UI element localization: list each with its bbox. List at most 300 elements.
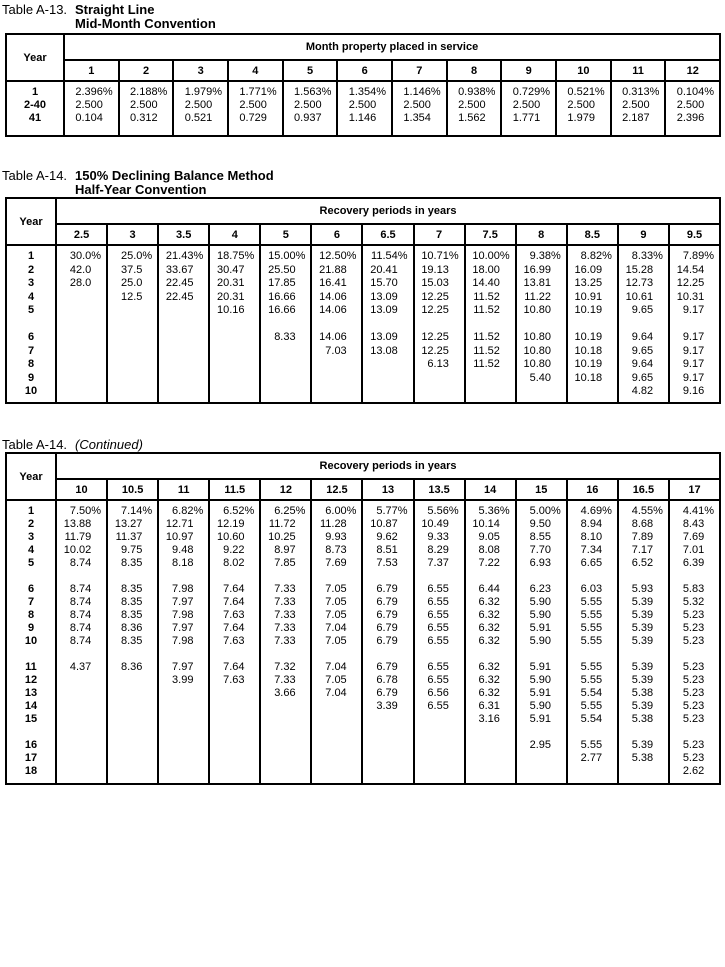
value-line — [57, 318, 106, 332]
value-line — [108, 345, 157, 359]
value-line: 11.52 — [473, 331, 500, 343]
table-frame — [5, 197, 721, 404]
value-line — [108, 687, 157, 700]
value-line: 7.01 — [682, 544, 705, 556]
value-line: 20.31 — [217, 277, 245, 289]
value-line — [363, 372, 412, 386]
year-label — [7, 648, 55, 661]
value-line — [568, 648, 617, 661]
value-line: 0.104 — [75, 112, 103, 124]
value-line: 12.25 — [676, 277, 705, 289]
column-header-cell: 10 — [555, 61, 610, 80]
value-line — [159, 687, 208, 700]
value-line — [57, 739, 106, 752]
value-line: 5.23 — [682, 609, 705, 621]
value-line: 10.14 — [472, 518, 500, 530]
data-column-cell — [106, 246, 157, 402]
data-column-cell — [65, 82, 118, 135]
value-line — [568, 385, 617, 399]
value-line — [261, 358, 310, 372]
value-line: 11.22 — [524, 290, 551, 303]
table-a13-label: Table A-13. — [2, 2, 68, 17]
value-line: 10.19 — [574, 304, 603, 316]
value-line — [312, 765, 361, 778]
value-line: 6.55 — [427, 583, 449, 595]
value-line — [568, 318, 617, 332]
value-line: 8.68 — [631, 518, 654, 530]
value-line: 8.33 — [274, 331, 296, 343]
value-line: 9.65 — [631, 371, 654, 384]
value-line — [517, 726, 566, 739]
value-line: 5.91 — [529, 687, 551, 699]
header-right-block — [65, 35, 719, 80]
column-header-cell: 2.5 — [73, 228, 90, 241]
table-frame — [5, 452, 721, 785]
value-line — [261, 700, 310, 713]
value-line: 10.60 — [217, 531, 245, 543]
value-line: 6.79 — [376, 596, 398, 608]
value-line — [312, 358, 361, 372]
value-line: 9.93 — [325, 531, 347, 543]
value-line: 5.55 — [580, 622, 603, 634]
value-line — [415, 752, 464, 765]
value-line: 9.64 — [631, 358, 654, 370]
value-line: 6.79 — [376, 687, 398, 699]
data-column-cell — [336, 82, 391, 135]
value-line — [159, 358, 208, 372]
value-line: 1.563% — [294, 86, 332, 98]
value-line — [159, 752, 208, 765]
value-line: 12.19 — [217, 518, 245, 530]
value-line — [363, 358, 412, 372]
value-line: 6.32 — [478, 622, 500, 634]
value-line: 14.06 — [319, 331, 347, 343]
value-line: 5.00% — [529, 505, 561, 517]
value-line: 10.80 — [523, 344, 551, 357]
value-line: 8.35 — [120, 596, 143, 608]
data-column-cell — [500, 82, 555, 135]
table-header-row — [7, 454, 719, 501]
value-line — [210, 752, 259, 765]
value-line: 6.55 — [427, 609, 449, 621]
table-body — [7, 501, 719, 783]
value-line: 0.313% — [622, 86, 660, 98]
year-label: 8 — [27, 358, 35, 370]
value-line: 5.54 — [580, 687, 603, 699]
value-line — [210, 372, 259, 386]
column-header-cell: 8 — [515, 225, 566, 244]
value-line — [57, 385, 106, 399]
value-line: 11.52 — [473, 290, 500, 303]
value-line — [312, 726, 361, 739]
value-line — [159, 765, 208, 778]
value-line — [57, 713, 106, 726]
value-line — [159, 700, 208, 713]
value-line: 8.73 — [325, 544, 347, 556]
value-line — [159, 648, 208, 661]
value-line — [108, 765, 157, 778]
column-headers-row — [57, 225, 719, 244]
value-line — [363, 726, 412, 739]
title-line: Mid-Month Convention — [75, 16, 216, 31]
value-line: 11.72 — [268, 518, 296, 530]
table-a14-title — [2, 169, 274, 197]
column-header-cell: 16 — [566, 480, 617, 499]
year-label: 6 — [27, 583, 35, 595]
value-line — [670, 570, 719, 583]
value-line — [466, 752, 515, 765]
value-line — [210, 570, 259, 583]
value-line — [466, 765, 515, 778]
value-line: 1.146 — [348, 112, 377, 124]
value-line: 10.71% — [421, 250, 459, 262]
value-line — [57, 700, 106, 713]
value-line: 2.500 — [130, 99, 158, 111]
value-line — [210, 765, 259, 778]
value-line: 1.354% — [348, 86, 387, 98]
value-line: 22.45 — [165, 290, 194, 303]
table-a14-continued-title — [2, 438, 143, 452]
value-line: 10.97 — [165, 531, 194, 543]
value-line: 2.396% — [75, 86, 113, 98]
value-line: 0.104% — [676, 86, 715, 98]
year-label: 6 — [27, 331, 35, 343]
value-line — [261, 752, 310, 765]
column-header-cell: 6 — [310, 225, 361, 244]
value-line: 5.36% — [478, 505, 510, 517]
data-column-cell — [610, 82, 665, 135]
value-line: 11.52 — [473, 304, 500, 316]
value-line: 3.16 — [478, 713, 500, 725]
value-line — [517, 318, 566, 332]
value-line: 11.52 — [473, 358, 500, 370]
value-line: 5.93 — [631, 583, 654, 595]
value-line — [210, 648, 259, 661]
value-line — [108, 726, 157, 739]
value-line: 19.13 — [421, 263, 449, 276]
value-line: 11.28 — [319, 518, 347, 530]
table-a14 — [5, 197, 721, 404]
value-line — [415, 713, 464, 726]
table-body — [7, 82, 719, 135]
year-label — [7, 570, 55, 583]
value-line — [57, 291, 106, 305]
value-line — [210, 345, 259, 359]
value-line: 1.354 — [403, 112, 431, 124]
value-line: 13.81 — [523, 277, 551, 289]
value-line — [57, 570, 106, 583]
value-line: 5.54 — [580, 713, 603, 725]
value-line: 5.56% — [427, 505, 459, 517]
value-line — [415, 385, 464, 399]
value-line — [312, 713, 361, 726]
value-line: 5.55 — [580, 596, 603, 608]
title-line: Half-Year Convention — [75, 182, 207, 197]
value-line: 6.65 — [580, 557, 603, 569]
value-line — [210, 385, 259, 399]
value-line — [57, 726, 106, 739]
value-line: 7.05 — [325, 674, 347, 686]
value-line — [619, 570, 668, 583]
column-header-cell: 12.5 — [310, 480, 361, 499]
value-line — [363, 648, 412, 661]
value-line: 5.55 — [580, 739, 603, 751]
data-column-cell — [282, 82, 337, 135]
value-line: 13.09 — [370, 290, 398, 303]
table-a14-continued — [5, 452, 721, 785]
value-line: 6.55 — [427, 596, 449, 608]
value-line: 5.55 — [580, 674, 603, 686]
column-header-cell: 3 — [172, 61, 227, 80]
year-label: 17 — [24, 752, 38, 764]
value-line: 7.04 — [325, 622, 347, 634]
value-line: 7.70 — [529, 544, 551, 556]
value-line: 17.85 — [268, 277, 296, 289]
value-line: 7.05 — [325, 635, 347, 647]
value-line: 5.91 — [529, 661, 551, 673]
value-line — [312, 700, 361, 713]
value-line: 5.38 — [631, 752, 654, 764]
data-column-cell — [361, 501, 412, 783]
value-line: 6.32 — [478, 596, 500, 608]
value-line: 6.78 — [376, 674, 398, 686]
value-line: 9.16 — [682, 385, 705, 397]
value-line: 8.35 — [120, 609, 143, 621]
value-line: 5.38 — [631, 687, 654, 699]
data-column-cell — [413, 501, 464, 783]
value-line — [210, 358, 259, 372]
value-line: 7.22 — [478, 557, 500, 569]
value-line — [619, 318, 668, 332]
value-line: 6.93 — [529, 557, 551, 569]
value-line: 2.500 — [239, 99, 267, 111]
value-line: 6.79 — [376, 583, 398, 595]
value-line: 2.500 — [512, 99, 541, 111]
value-line: 7.33 — [274, 596, 296, 608]
value-line — [312, 752, 361, 765]
value-line — [415, 570, 464, 583]
value-line: 42.0 — [69, 263, 92, 276]
value-line: 16.41 — [319, 277, 347, 289]
value-line: 7.64 — [223, 596, 245, 608]
value-line: 7.97 — [172, 661, 194, 673]
value-line — [466, 570, 515, 583]
value-line — [210, 331, 259, 345]
year-label: 18 — [24, 765, 38, 777]
value-line: 7.89 — [631, 531, 654, 543]
value-line: 25.0 — [120, 277, 143, 289]
value-line: 8.51 — [376, 544, 398, 556]
value-line — [568, 765, 617, 778]
value-line: 1.771% — [239, 86, 277, 98]
value-line — [517, 385, 566, 399]
title-line: Straight Line — [75, 2, 155, 17]
value-line — [210, 318, 259, 332]
value-line: 1.979 — [567, 112, 595, 124]
value-line: 16.66 — [268, 290, 296, 303]
year-header-cell: Year — [7, 454, 57, 499]
value-line: 7.33 — [274, 635, 296, 647]
value-line — [108, 385, 157, 399]
value-line — [619, 726, 668, 739]
column-header-cell: 6 — [336, 61, 391, 80]
value-line — [261, 765, 310, 778]
value-line — [108, 713, 157, 726]
value-line: 5.23 — [682, 752, 705, 764]
value-line — [312, 385, 361, 399]
value-line — [159, 385, 208, 399]
value-line: 9.17 — [682, 371, 705, 384]
value-line — [466, 385, 515, 399]
value-line: 9.65 — [631, 344, 654, 357]
year-label: 10 — [24, 385, 38, 397]
value-line: 5.77% — [376, 505, 408, 517]
value-line: 14.40 — [472, 277, 500, 289]
value-line: 10.80 — [523, 304, 551, 316]
column-header-cell: 1 — [88, 64, 95, 77]
value-line: 8.55 — [529, 531, 551, 543]
year-label: 9 — [27, 371, 35, 384]
value-line: 12.73 — [625, 277, 654, 289]
data-column-cell — [664, 82, 719, 135]
value-line — [261, 648, 310, 661]
value-line: 10.80 — [523, 331, 551, 343]
year-header-cell: Year — [7, 35, 65, 80]
table-a13-title — [2, 3, 216, 31]
value-line: 4.41% — [682, 505, 715, 517]
value-line — [159, 372, 208, 386]
title-line: 150% Declining Balance Method — [75, 168, 274, 183]
value-line: 8.35 — [120, 583, 143, 595]
value-line: 22.45 — [165, 277, 194, 289]
value-line: 5.39 — [631, 635, 654, 647]
value-line: 8.74 — [69, 635, 92, 647]
value-line: 21.43% — [165, 250, 204, 262]
value-line: 5.23 — [682, 713, 705, 725]
value-line — [619, 648, 668, 661]
value-line: 9.75 — [120, 544, 143, 556]
data-column-cell — [118, 82, 173, 135]
value-line — [261, 318, 310, 332]
value-line: 4.55% — [631, 505, 663, 517]
data-column-cell — [566, 501, 617, 783]
value-line — [210, 700, 259, 713]
value-line: 2.500 — [184, 99, 213, 111]
value-line — [568, 570, 617, 583]
value-line: 1.562 — [458, 112, 486, 124]
value-line: 10.49 — [421, 518, 449, 530]
value-line: 25.50 — [268, 263, 296, 276]
column-header-cell: 14 — [464, 480, 515, 499]
value-line — [159, 713, 208, 726]
year-label: 16 — [24, 739, 38, 751]
data-column-cell — [617, 501, 668, 783]
value-line: 11.37 — [115, 531, 143, 543]
value-line: 6.56 — [427, 687, 449, 699]
value-line — [415, 726, 464, 739]
year-label: 7 — [27, 344, 35, 357]
value-line: 28.0 — [69, 277, 92, 289]
year-label: 4 — [27, 290, 35, 303]
value-line — [363, 318, 412, 332]
value-line: 20.41 — [370, 263, 398, 276]
value-line: 8.02 — [223, 557, 245, 569]
value-line — [108, 648, 157, 661]
value-line — [261, 372, 310, 386]
value-line: 7.97 — [172, 622, 194, 634]
value-line: 7.33 — [274, 674, 296, 686]
value-line: 14.54 — [676, 263, 705, 276]
value-line — [261, 385, 310, 399]
value-line: 13.09 — [370, 304, 398, 316]
value-line: 8.35 — [120, 635, 143, 647]
year-label: 2-40 — [23, 99, 47, 111]
column-header-cell: 10.5 — [106, 480, 157, 499]
value-line: 16.66 — [268, 304, 296, 316]
value-line: 7.04 — [325, 687, 347, 699]
value-line — [57, 687, 106, 700]
value-line: 5.91 — [529, 622, 551, 634]
data-column-cell — [413, 246, 464, 402]
value-line: 13.27 — [114, 518, 143, 530]
value-line: 15.28 — [625, 263, 654, 276]
value-line — [466, 318, 515, 332]
value-line — [312, 318, 361, 332]
column-header-cell: 9.5 — [668, 225, 719, 244]
data-column-cell — [464, 246, 515, 402]
value-line — [363, 739, 412, 752]
value-line: 6.32 — [478, 635, 500, 647]
table-header-row — [7, 35, 719, 82]
value-line: 7.63 — [223, 635, 245, 647]
value-line: 10.91 — [574, 290, 603, 303]
column-header-cell: 12 — [259, 480, 310, 499]
value-line: 7.14% — [120, 505, 153, 517]
column-header-cell: 13.5 — [413, 480, 464, 499]
value-line — [108, 700, 157, 713]
value-line — [363, 385, 412, 399]
value-line: 8.29 — [427, 544, 449, 556]
value-line: 14.06 — [319, 304, 347, 316]
value-line: 2.62 — [682, 765, 705, 777]
year-label: 9 — [27, 622, 35, 634]
value-line: 7.89% — [682, 250, 715, 262]
value-line: 2.500 — [348, 99, 377, 111]
value-line — [261, 726, 310, 739]
value-line: 7.64 — [223, 583, 245, 595]
value-line: 7.33 — [274, 583, 296, 595]
value-line: 10.87 — [370, 518, 398, 530]
data-column-cell — [208, 246, 259, 402]
value-line: 5.23 — [682, 674, 705, 686]
value-line: 9.38% — [529, 250, 561, 262]
value-line: 20.31 — [217, 290, 245, 303]
value-line — [312, 570, 361, 583]
value-line: 2.500 — [403, 99, 431, 111]
value-line: 5.90 — [529, 635, 551, 647]
value-line: 10.25 — [268, 531, 296, 543]
value-line — [363, 752, 412, 765]
column-header-cell: 8.5 — [566, 225, 617, 244]
value-line — [159, 570, 208, 583]
data-column-cell — [57, 501, 106, 783]
value-line: 2.396 — [676, 112, 705, 124]
year-label — [7, 318, 55, 332]
span-header-cell: Month property placed in service — [65, 35, 719, 61]
value-line — [568, 726, 617, 739]
column-header-cell: 7 — [391, 61, 446, 80]
value-line: 33.67 — [165, 263, 194, 276]
